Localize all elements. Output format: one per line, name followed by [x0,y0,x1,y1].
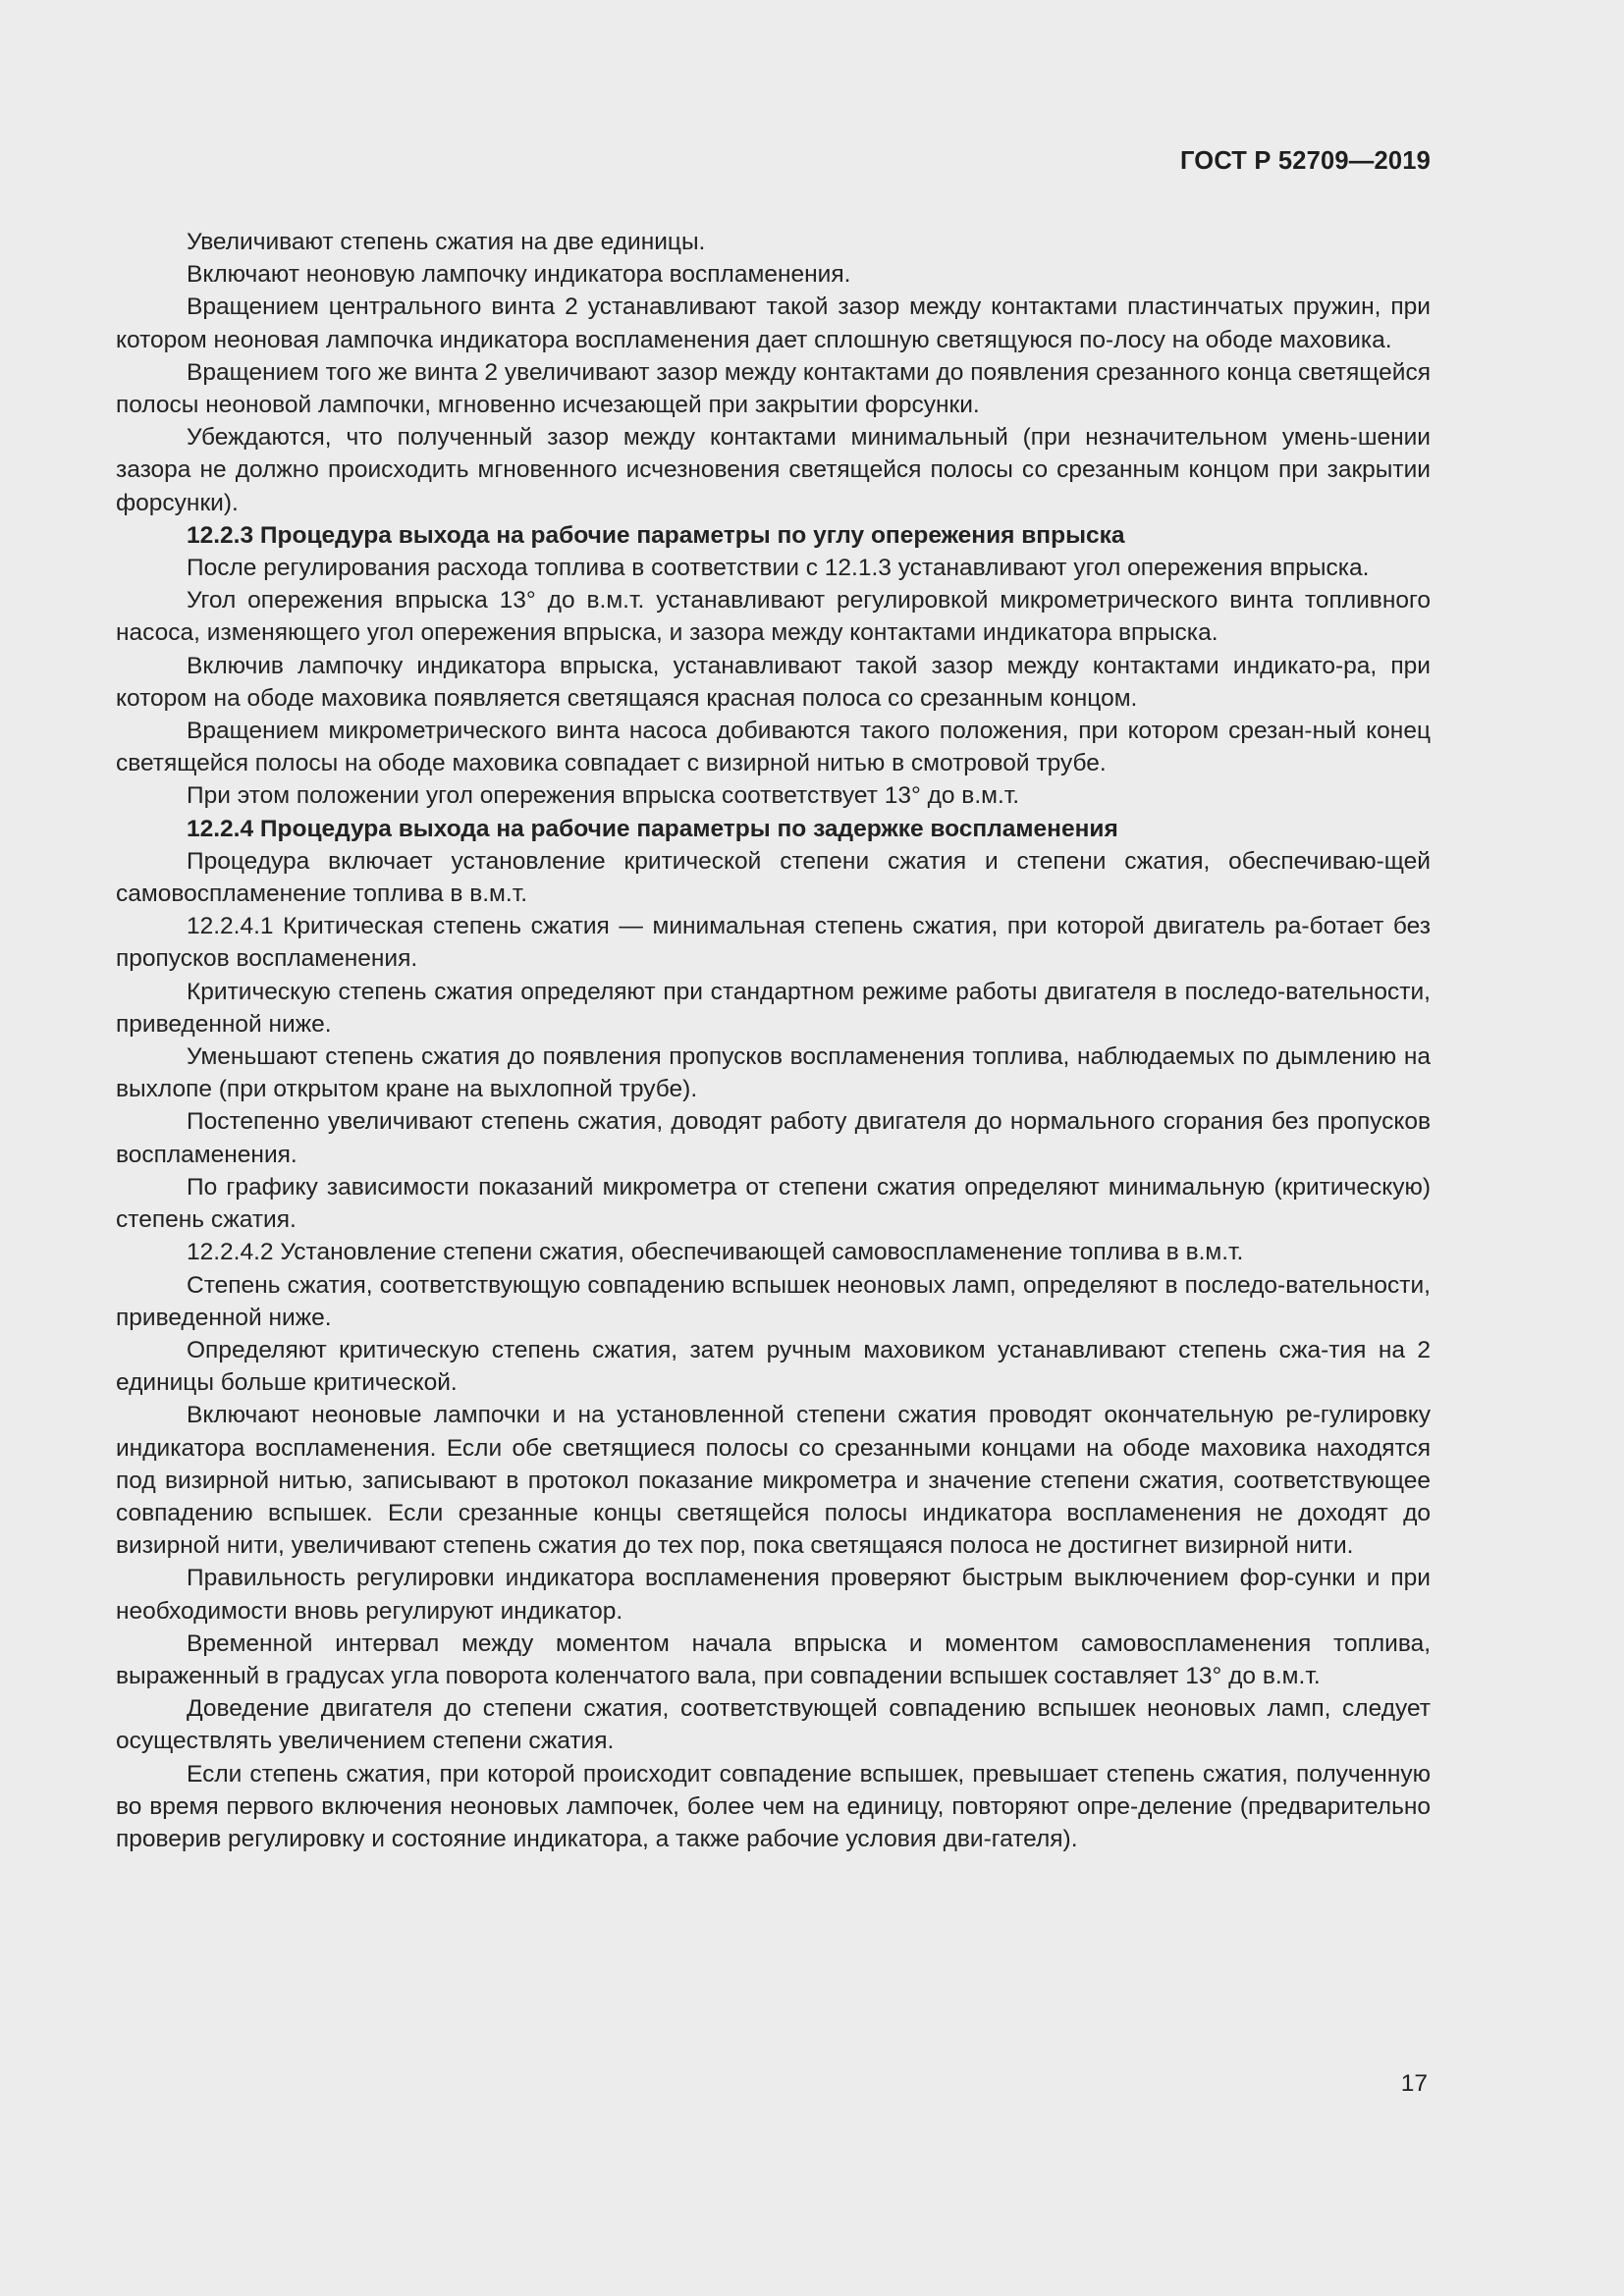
paragraph: Увеличивают степень сжатия на две единицы. [187,229,706,255]
paragraph: Если степень сжатия, при которой происходит совпадение вспышек, превышает степень сжатия, полученную во время первого включения неоновых лампочек, более чем на единицу, повторяют опре-деление (предварительно проверив регулировку и состояние индикатора, а также рабочие условия дви-гателя). [116,1760,1431,1852]
paragraph: Вращением микрометрического винта насоса добиваются такого положения, при котором срезан-ный конец светящейся полосы на ободе маховика совпадает с визирной нитью в смотровой трубе. [116,718,1431,777]
paragraph: После регулирования расхода топлива в соответствии с 12.1.3 устанавливают угол опережения впрыска. [187,555,1370,582]
paragraph: Уменьшают степень сжатия до появления пропусков воспламенения топлива, наблюдаемых по дымлению на выхлопе (при открытом кране на выхлопной трубе). [116,1043,1431,1103]
paragraph: Включают неоновую лампочку индикатора воспламенения. [187,261,851,289]
paragraph: Постепенно увеличивают степень сжатия, доводят работу двигателя до нормального сгорания без пропусков воспламенения. [116,1108,1431,1168]
paragraph: По графику зависимости показаний микрометра от степени сжатия определяют минимальную (критическую) степень сжатия. [116,1173,1431,1234]
paragraph: Процедура включает установление критической степени сжатия и степени сжатия, обеспечиваю-щей самовоспламенение топлива в в.м.т. [116,847,1431,908]
paragraph: Временной интервал между моментом начала впрыска и моментом самовоспламенения топлива, выраженный в градусах угла поворота коленчатого вала, при совпадении вспышек составляет 13° до в.м.т. [116,1629,1431,1689]
paragraph: Убеждаются, что полученный зазор между контактами минимальный (при незначительном умень-шении зазора не должно происходить мгновенного исчезновения светящейся полосы со срезанным концом при закрытии форсунки). [116,424,1431,516]
paragraph: Определяют критическую степень сжатия, затем ручным маховиком устанавливают степень сжа-тия на 2 единицы больше критической. [116,1336,1431,1397]
page-number: 17 [1400,2070,1428,2097]
paragraph: Правильность регулировки индикатора воспламенения проверяют быстрым выключением фор-сунки и при необходимости вновь регулируют индикатор. [116,1565,1431,1625]
paragraph: Вращением того же винта 2 увеличивают зазор между контактами до появления срезанного конца светящейся полосы неоновой лампочки, мгновенно исчезающей при закрытии форсунки. [116,358,1431,419]
section-heading-12-2-4: 12.2.4 Процедура выхода на рабочие параметры по задержке воспламенения [187,815,1118,842]
paragraph: Угол опережения впрыска 13° до в.м.т. устанавливают регулировкой микрометрического винта топливного насоса, изменяющего угол опережения впрыска, и зазора между контактами индикатора впрыска. [116,587,1431,647]
paragraph: Степень сжатия, соответствующую совпадению вспышек неоновых ламп, определяют в последо-вательности, приведенной ниже. [116,1271,1431,1331]
section-heading-12-2-3: 12.2.3 Процедура выхода на рабочие параметры по углу опережения впрыска [187,521,1125,549]
body-text [116,226,1431,1855]
paragraph: Критическую степень сжатия определяют при стандартном режиме работы двигателя в последо-вательности, приведенной ниже. [116,978,1431,1038]
paragraph: Включив лампочку индикатора впрыска, устанавливают такой зазор между контактами индикато-ра, при котором на ободе маховика появляется светящаяся красная полоса со срезанным концом. [116,652,1431,712]
paragraph: При этом положении угол опережения впрыска соответствует 13° до в.м.т. [187,782,1020,810]
paragraph: 12.2.4.1 Критическая степень сжатия — минимальная степень сжатия, при которой двигатель ра-ботает без пропусков воспламенения. [116,913,1431,973]
paragraph: Включают неоновые лампочки и на установленной степени сжатия проводят окончательную ре-гулировку индикатора воспламенения. Если обе светящиеся полосы со срезанными концами на ободе маховика находятся под визирной нитью, записывают в протокол показание микрометра и значение степени сжатия, соответствующее совпадению вспышек. Если срезанные концы светящейся полосы индикатора воспламенения не доходят до визирной нити, увеличивают степень сжатия до тех пор, пока светящаяся полоса не достигнет визирной нити. [116,1402,1431,1560]
paragraph: 12.2.4.2 Установление степени сжатия, обеспечивающей самовоспламенение топлива в в.м.т. [187,1239,1244,1266]
paragraph: Доведение двигателя до степени сжатия, соответствующей совпадению вспышек неоновых ламп, следует осуществлять увеличением степени сжатия. [116,1695,1431,1755]
paragraph: Вращением центрального винта 2 устанавливают такой зазор между контактами пластинчатых пружин, при котором неоновая лампочка индикатора воспламенения дает сплошную светящуюся по-лосу на ободе маховика. [116,294,1431,353]
standard-header: ГОСТ Р 52709—2019 [1179,147,1431,175]
